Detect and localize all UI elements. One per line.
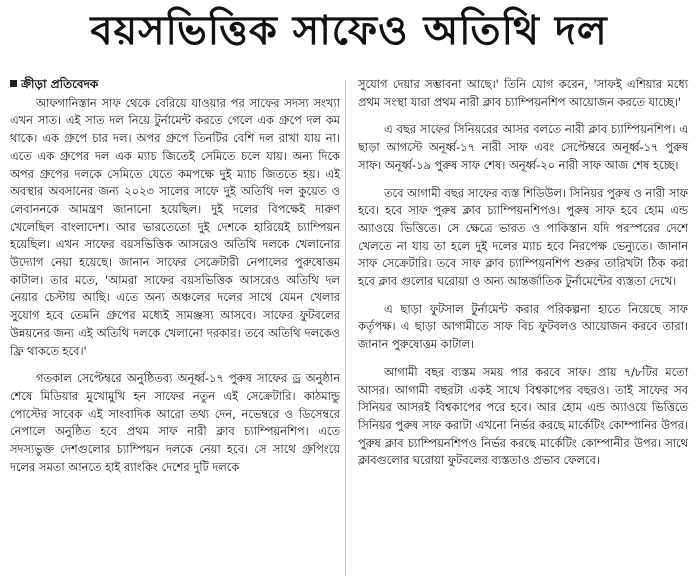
paragraph: আগামী বছর ব্যস্তম সময় পার করবে সাফ। প্রায় ৭/৮টির মতো আসর। আগামী বছরটা একই সাথে বিশ্বকাপের বছরও। তাই সাফের সব সিনিয়র আসরই বিশ্বকাপের পরে হবে। আর হোম এন্ড অ্যাওয়ে ভিত্তিতে সিনিয়র পুরুষ সাফ করাটা এখনো নির্ভর করছে মার্কেটিং কোম্পানির উপর। পুরুষ ক্লাব চ্যাম্পিয়নশিপও নির্ভর করছে মার্কেটিং কোম্পানীর উপর। সাথে ক্লাবগুলোর ঘরোয়া ফুটবলের ব্যস্ততাও প্রভাব ফেলবে। [358, 364, 688, 468]
right-column [358, 76, 688, 470]
byline [10, 76, 340, 94]
paragraph: এ ছাড়া ফুটসাল টুর্নামেন্ট করার পরিকল্পনা হাতে নিয়েছে সাফ কর্তৃপক্ষ। এ ছাড়া আগামীতে সাফ বিচ ফুটবলও আয়োজন করবে তারা। জানান পুরুষোত্তম কাটাল। [358, 301, 688, 352]
left-column [10, 76, 340, 476]
paragraph: তবে আগামী বছর সাফের ব্যস্ত শিডিউল। সিনিয়র পুরুষ ও নারী সাফ হবে। হবে সাফ পুরুষ ক্লাব চ্যাম্পিয়নশিপও। পুরুষ সাফ হবে হোম এন্ড অ্যাওয়ে ভিত্তিতে। সে ক্ষেত্রে ভারত ও পাকিস্তান যদি পরস্পরের দেশে খেলতে না যায় তা হলে দুই দলের ম্যাচ হবে নিরপেক্ষ ভেন্যুতে। জানান সাফ সেক্রেটারি। তবে সাফ ক্লাব চ্যাম্পিয়নশিপ শুরুর তারিখটা ঠিক করা হবে ক্লাব গুলোর ঘরোয়া ও অন্য আন্তর্জাতিক টুর্নামেন্টের ব্যস্ততা দেখে। [358, 185, 688, 289]
paragraph: সুযোগ দেয়ার সম্ভাবনা আছে।' তিনি যোগ করেন, 'সাফই এশিয়ার মধ্যে প্রথম সংস্থা যারা প্রথম নারী ক্লাব চ্যাম্পিয়নশিপ আয়োজন করতে যাচ্ছে।' [358, 77, 688, 109]
column-divider [345, 80, 346, 575]
paragraph: এ বছর সাফের সিনিয়রের আসর বলতে নারী ক্লাব চ্যাম্পিয়নশিপ। এ ছাড়া আগস্টে অনূর্ধ্ব-১৭ নারী সাফ এবং সেপ্টেম্বরে অনূর্ধ্ব-১৭ পুরুষ সাফ। অনূর্ধ্ব-১৯ পুরুষ সাফ শেষ। অনূর্ধ্ব-২০ নারী সাফ আজ শেষ হচ্ছে। [358, 122, 688, 172]
paragraph: গতকাল সেপ্টেম্বরে অনুষ্ঠিতব্য অনূর্ধ্ব-১৭ পুরুষ সাফের ড্র অনুষ্ঠান শেষে মিডিয়ার মুখোমুখি হন সাফের নতুন এই সেক্রেটারি। কাঠমান্ডু পোস্টের সাবেক এই সাংবাদিক আরো তথ্য দেন, নভেম্বরে ও ডিসেম্বরে নেপালে অনুষ্ঠিত হবে প্রথম সাফ নারী ক্লাব চ্যাম্পিয়নশিপ। এতে সদস্যভুক্ত দেশগুলোর চ্যাম্পিয়ন দলকে নেয়া হবে। সে সাথে গ্রুপিংয়ে দলের সমতা আনতে হাই র‍্যাংকিং দেশের দুটি দলকে [10, 371, 340, 474]
headline: বয়সভিত্তিক সাফেও অতিথি দল [90, 8, 608, 54]
paragraph: আফগানিস্তান সাফ থেকে বেরিয়ে যাওয়ার পর সাফের সদস্য সংখ্যা এখন সাত। এই সাত দল নিয়ে টুর্নামেন্ট করতে গেলে এক গ্রুপে দল কম থাকে। এক গ্রুপে চার দল। অপর গ্রুপে তিনটির বেশি দল রাখা যায় না। এতে এক গ্রুপের দল এক ম্যাচ জিতেই সেমিতে চলে যায়। অন্য দিকে অপর গ্রুপের দলকে সেমিতে যেতে কমপক্ষে দুই ম্যাচ জিততে হয়। এই অবস্থার অবসানের জন্য ২০২৩ সালের সাফে দুই অতিথি দল কুয়েত ও লেবাননকে আমন্ত্রণ জানানো হয়েছিল। দুই দলের বিপক্ষেই দারুণ খেলেছিল বাংলাদেশ। আর ভারতেতো দুই দেশকে হারিয়েই চ্যাম্পিয়ন হয়েছিল। এখন সাফের বয়সভিত্তিক আসরেও অতিথি দলকে খেলানোর উদ্যোগ নেয়া হয়েছে। জানান সাফের সেক্রেটারী নেপালের পুরুষোত্তম কাটাল। তার মতে, 'আমরা সাফের বয়সভিত্তিক আসরেও অতিথি দল নেয়ার চেস্টায় আছি। এতে অন্য অঞ্চলের দলের সাথে যেমন খেলার সুযোগ হবে তেমনি গ্রুপের মধ্যেই সামঞ্জস্য আসবে। সাফের ফুটবলের উন্নয়নের জন্য এই অতিথি দলকে খেলানো দরকার। তবে অতিথি দলকেও ফ্রি থাকতে হবে।' [10, 95, 340, 358]
byline-text: ক্রীড়া প্রতিবেদক [21, 77, 99, 91]
bullet-square-icon [10, 80, 17, 87]
